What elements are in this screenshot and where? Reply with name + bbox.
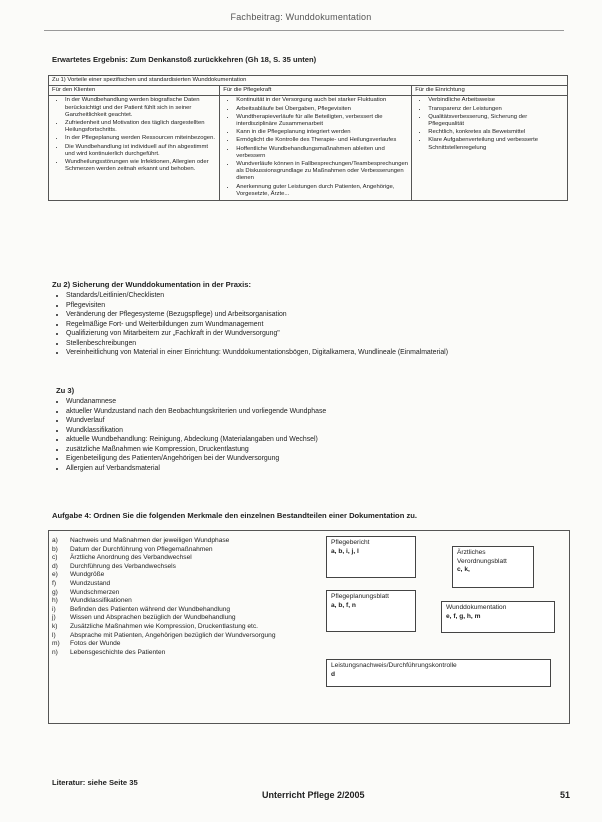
list-item: • Anerkennung guter Leistungen durch Patienten, Angehörige, Vorgesetzte, Ärzte...: [236, 184, 408, 198]
table-header-pflegekraft: Für die Pflegekraft: [220, 86, 412, 96]
item-text: Absprache mit Patienten, Angehörigen bezüglich der Wundversorgung: [70, 631, 276, 639]
item-text: Datum der Durchführung von Pflegemaßnahmen: [70, 545, 213, 553]
task4-item: [52, 614, 322, 623]
list-item: • Verbindliche Arbeitsweise: [428, 97, 564, 104]
list-item: • Qualitätsverbesserung, Sicherung der Pflegequalität: [428, 114, 564, 128]
task4-item-list: [52, 537, 322, 657]
section2-list: [52, 291, 448, 358]
table-cell-klient: [49, 96, 220, 201]
item-key: f): [52, 579, 57, 587]
list-item: • Wundverlauf: [66, 416, 326, 426]
note-answer: c, k,: [457, 566, 470, 574]
advantages-table: [48, 75, 568, 201]
item-text: Nachweis und Maßnahmen der jeweiligen Wundphase: [70, 537, 230, 544]
list-item: • Regelmäßige Fort- und Weiterbildungen zum Wundmanagement: [66, 320, 448, 330]
section2-heading: Zu 2) Sicherung der Wunddokumentation in der Praxis:: [52, 280, 252, 289]
list-item: • zusätzliche Maßnahmen wie Kompression, Druckentlastung: [66, 445, 326, 455]
item-key: d): [52, 562, 58, 570]
note-pflegebericht: [326, 536, 416, 578]
task4-heading: Aufgabe 4: Ordnen Sie die folgenden Merkmale den einzelnen Bestandteilen einer Dokumentation zu.: [52, 511, 417, 520]
list-item: • Allergien auf Verbandsmaterial: [66, 464, 326, 474]
list-item: • Ermöglicht die Kontrolle des Therapie- und Heilungsverlaufes: [236, 137, 408, 144]
item-text: Wundgröße: [70, 571, 105, 579]
header-rule: [44, 30, 564, 31]
task4-item: [52, 554, 322, 563]
item-text: Wundzustand: [70, 579, 111, 587]
list-item: • Standards/Leitlinien/Checklisten: [66, 291, 448, 301]
expected-result-heading: Erwartetes Ergebnis: Zum Denkanstoß zurückkehren (Gh 18, S. 35 unten): [52, 55, 317, 64]
list-item: • Wundverläufe können in Fallbesprechungen/Teambesprechungen als Diskussionsgrundlage zu Maßnahmen oder Verbesserungen dienen: [236, 161, 408, 183]
list-item: • Kontinuität in der Versorgung auch bei starker Fluktuation: [236, 97, 408, 104]
section3-heading: Zu 3): [56, 386, 75, 395]
note-title: Leistungsnachweis/Durchführungskontrolle: [331, 662, 457, 669]
table-caption: Zu 1) Vorteile einer spezifischen und standardisierten Wunddokumentation: [49, 76, 568, 86]
note-title: Ärztliches Verordnungsblatt: [457, 549, 507, 565]
item-text: Wundklassifikationen: [70, 597, 132, 605]
item-key: i): [52, 605, 56, 613]
list-item: • Wundklassifikation: [66, 426, 326, 436]
note-title: Wunddokumentation: [446, 604, 507, 611]
task4-item: [52, 623, 322, 632]
note-title: Pflegeplanungsblatt: [331, 593, 389, 600]
note-aerztliches-verordnungsblatt: [452, 546, 534, 588]
list-item: • Zufriedenheit und Motivation des täglich dargestellten Heilungsfortschritts.: [65, 120, 216, 134]
list-item: • In der Pflegeplanung werden Ressourcen miteinbezogen.: [65, 135, 216, 142]
note-answer: e, f, g, h, m: [446, 612, 481, 620]
task4-item: [52, 649, 322, 658]
item-text: Durchführung des Verbandwechsels: [70, 562, 176, 570]
item-text: Fotos der Wunde: [70, 640, 121, 648]
item-key: g): [52, 588, 58, 596]
list-item: • Die Wundbehandlung ist individuell auf ihn abgestimmt und wird kontinuierlich durchgeführt.: [65, 144, 216, 158]
task4-item: [52, 606, 322, 615]
task4-item: [52, 632, 322, 641]
note-answer: d: [331, 670, 336, 678]
list-item: • Klare Aufgabenverteilung und verbesserte Schnittstellenregelung: [428, 137, 564, 151]
item-text: Wissen und Absprachen bezüglich der Wundbehandlung: [70, 614, 236, 622]
item-key: l): [52, 631, 56, 639]
item-key: c): [52, 554, 58, 562]
list-item: • aktueller Wundzustand nach den Beobachtungskriterien und vorliegende Wundphase: [66, 407, 326, 417]
note-title: Pflegebericht: [331, 539, 370, 546]
task4-item: [52, 537, 322, 546]
item-key: a): [52, 537, 58, 544]
note-answer: a, b, f, n: [331, 601, 356, 609]
list-item: • aktuelle Wundbehandlung: Reinigung, Abdeckung (Materialangaben und Wechsel): [66, 435, 326, 445]
literature-note: Literatur: siehe Seite 35: [52, 778, 138, 787]
list-item: • Wundheilungsstörungen wie Infektionen, Allergien oder Schmerzen werden zeitnah erkannt und behoben.: [65, 159, 216, 173]
item-text: Ärztliche Anordnung des Verbandwechsel: [70, 554, 192, 562]
list-item: • Eigenbeteiligung des Patienten/Angehörigen bei der Wundversorgung: [66, 454, 326, 464]
list-item: • Arbeitsabläufe bei Übergaben, Pflegevisiten: [236, 106, 408, 113]
magazine-title: Unterricht Pflege 2/2005: [262, 790, 365, 800]
table-header-einrichtung: Für die Einrichtung: [412, 86, 568, 96]
table-header-klient: Für den Klienten: [49, 86, 220, 96]
item-key: h): [52, 597, 58, 605]
task4-item: [52, 546, 322, 555]
list-item: • Pflegevisiten: [66, 301, 448, 311]
item-text: Wundschmerzen: [70, 588, 120, 596]
note-answer: a, b, i, j, l: [331, 547, 359, 555]
note-pflegeplanungsblatt: [326, 590, 416, 632]
item-key: e): [52, 571, 58, 579]
task4-item: [52, 640, 322, 649]
section3-list: [52, 397, 326, 473]
task4-item: [52, 580, 322, 589]
item-key: k): [52, 622, 58, 630]
page-number: 51: [560, 790, 571, 800]
list-item: • In der Wundbehandlung werden biografische Daten berücksichtigt und der Patient fühlt sich in seiner Ganzheitlichkeit geachtet.: [65, 97, 216, 119]
list-item: • Qualifizierung von Mitarbeitern zur „Fachkraft in der Wundversorgung": [66, 329, 448, 339]
list-item: • Stellenbeschreibungen: [66, 339, 448, 349]
running-head: Fachbeitrag: Wunddokumentation: [230, 12, 372, 22]
item-key: b): [52, 545, 58, 553]
list-item: • Veränderung der Pflegesysteme (Bezugspflege) und Arbeitsorganisation: [66, 310, 448, 320]
item-text: Zusätzliche Maßnahmen wie Kompression, Druckentlastung etc.: [70, 622, 259, 630]
task4-item: [52, 597, 322, 606]
table-cell-pflegekraft: [220, 96, 412, 201]
task4-item: [52, 589, 322, 598]
task4-item: [52, 571, 322, 580]
list-item: • Wundanamnese: [66, 397, 326, 407]
item-text: Befinden des Patienten während der Wundbehandlung: [70, 605, 231, 613]
list-item: • Kann in die Pflegeplanung integriert werden: [236, 129, 408, 136]
list-item: • Transparenz der Leistungen: [428, 106, 564, 113]
note-wunddokumentation: [441, 601, 555, 633]
list-item: • Vereinheitlichung von Material in einer Einrichtung: Wunddokumentationsbögen, Digitalkamera, Wundlineale (Einmalmaterial): [66, 348, 448, 358]
item-text: Lebensgeschichte des Patienten: [70, 648, 166, 656]
item-key: m): [52, 640, 60, 648]
task4-item: [52, 563, 322, 572]
table-cell-einrichtung: [412, 96, 568, 201]
list-item: • Hoffentliche Wundbehandlungsmaßnahmen ableiten und verbessern: [236, 146, 408, 160]
note-leistungsnachweis: [326, 659, 551, 687]
list-item: • Wundtherapieverläufe für alle Beteiligten, verbessert die interdisziplinäre Zusammenarbeit: [236, 114, 408, 128]
item-key: n): [52, 648, 58, 656]
item-key: j): [52, 614, 56, 622]
list-item: • Rechtlich, konkretes als Beweismittel: [428, 129, 564, 136]
